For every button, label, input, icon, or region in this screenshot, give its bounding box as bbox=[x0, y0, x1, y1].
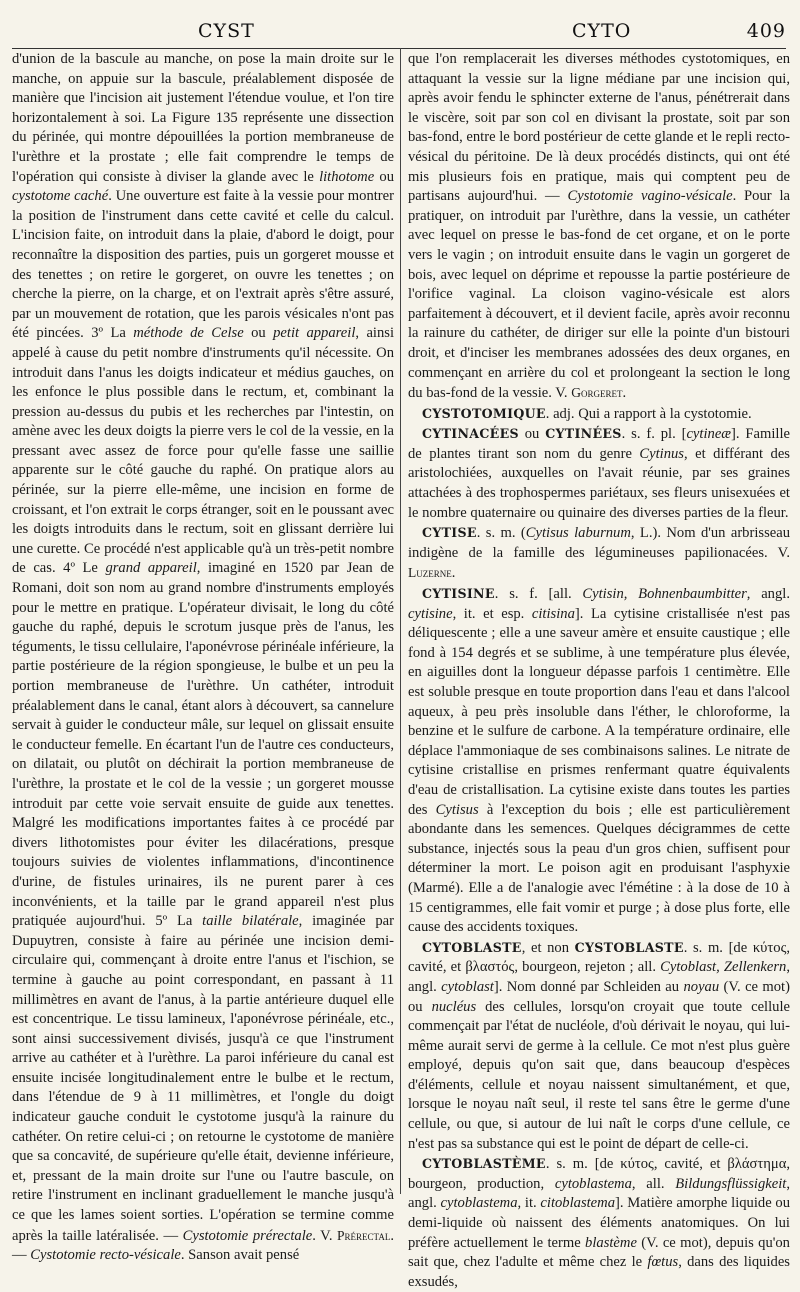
italic-term: Cystotomie recto-vésicale bbox=[30, 1247, 181, 1264]
italic-term: nucléus bbox=[431, 998, 477, 1015]
text-columns bbox=[12, 50, 791, 1290]
text-run: d'union de la bascule au manche, on pose la main droite sur le manche, on appuie sur la bascule, préalablement disposée de manière que l'incision ait justement l'étendue voulue, et l'on tire horizontalement à soi. La Figure 135 représente une dissection du périnée, qui montre dépouillées la portion membraneuse de l'urèthre et la prostate ; elle fait comprendre le temps de l'opération qui consiste à diviser la glande avec le bbox=[12, 51, 394, 185]
italic-term: cytineæ bbox=[686, 426, 732, 443]
headword: CYTINACÉES bbox=[422, 426, 519, 442]
text-run: , imaginée par Dupuytren, consiste à faire au périnée une incision demi-circulaire qui, commençant à droite entre l'anus et l'ischion, se termine à gauche au point correspondant, en passant à 11 millimètres en avant de l'anus, à la partie antérieure duquel elle est concentrique. Le tissu lamineux, l'aponévrose périnéale, etc., sont ainsi successivement divisés, jusqu'à ce que l'instrument arrive au cathéter et à l'urèthre. La paroi inférieure du canal est ensuite incisée longitudinalement entre le bulbe et le rectum, dans l'étendue de 9 à 11 millimètres, et l'ongle du doigt indicateur gauche conduit le cystotome jusqu'à la rainure du cathéter. On retire celui-ci ; on retourne le cystotome de manière que sa concavité, de supérieure qu'elle était, devienne inférieure, et, pressant de la main droite sur l'une ou l'autre bascule, on retire l'instrument en inclinant graduellement le manche jusqu'à ce que les lames soient sorties. L'opération se termine comme après la taille latéralisée. — bbox=[12, 913, 395, 1244]
italic-term: Cytisus laburnum bbox=[525, 525, 631, 542]
text-run: ou bbox=[243, 325, 274, 342]
text-run: à l'exception du bois ; elle est particulièrement abondante dans les semences. Quelques décigrammes de cette substance, injectés sous la peau d'un gros chien, suffisent pour déterminer la mort. Le poison agit en produisant l'asphyxie (Marmé). Elle a de l'analogie avec l'émétine : à la dose de 10 à 15 centigrammes, elle fait vomir et purge ; à dose plus forte, elle cause des accidents toxiques. bbox=[408, 801, 790, 936]
text-run: . bbox=[451, 565, 456, 582]
entry-cystotomique bbox=[408, 404, 790, 425]
headword: CYSTOBLASTE bbox=[574, 939, 684, 955]
text-run: , et différant des aristolochiées, auxquelles on l'avait réunie, par ses graines attachées à des trophospermes pariétaux, ses fleurs unisexuées et le nombre quaternaire ou quinaire des diverses parties de la fleur. bbox=[408, 445, 790, 521]
text-run: ]. La cytisine cristallisée n'est pas déliquescente ; elle a une saveur amère et ensuite caustique ; elle fond à 154 degrés et se sublime, à une température plus élevée, en aiguilles dont la longueur dépasse parfois 1 centimètre. Elle est soluble presque en toute proportion dans l'eau et dans l'alcool aqueux, à peu près insoluble dans l'éther, le chloroforme, la benzine et le sulfure de carbone. A la température ordinaire, elle déplace l'ammoniaque de ses combinaisons salines. Le nitrate de cytisine cristallise en prismes renfermant quatre équivalents d'eau de cristallisation. La cytisine existe dans toutes les parties des bbox=[408, 605, 790, 818]
text-run: , it. et esp. bbox=[452, 605, 532, 622]
text-run: , angl. bbox=[408, 959, 790, 995]
italic-term: taille bilatérale bbox=[202, 913, 299, 930]
entry-cytoblaste bbox=[408, 938, 790, 1155]
text-run: . Pour la pratiquer, on introduit par l'urèthre, dans la vessie, un cathéter avec lequel on presse le bas-fond de cet organe, et on le porte vers le vagin ; on introduit ensuite dans le vagin un gorgeret de bois, avec lequel on déprime et repousse la partie postérieure de l'orifice vaginal. La cloison vagino-vésicale est alors parfaitement à découvert, et il devient facile, après avoir reconnu la rainure du cathéter, de diriger sur elle la pointe d'un bistouri droit, et d'inciser les membranes adossées des deux organes, en commençant en arrière du col et prolongeant la section le long du bas-fond de la vessie. V. bbox=[408, 188, 790, 402]
italic-term: citoblastema bbox=[540, 1195, 615, 1212]
header-right-guideword: CYTO bbox=[572, 20, 632, 42]
italic-term: Cystotomie vagino-vésicale bbox=[567, 188, 733, 205]
italic-term: Cystotomie prérectale bbox=[182, 1227, 313, 1244]
text-run: ]. Famille de plantes tirant son nom du genre bbox=[408, 426, 790, 462]
text-run: Gorgeret bbox=[571, 385, 623, 401]
text-run: . Sanson avait pensé bbox=[180, 1247, 300, 1264]
italic-term: lithotome bbox=[319, 168, 375, 185]
italic-term: Cytinus bbox=[639, 445, 684, 462]
text-run: . adj. Qui a rapport à la cystotomie. bbox=[545, 405, 752, 422]
italic-term: Cytisus bbox=[435, 801, 479, 818]
entry-cytoblasteme bbox=[408, 1154, 790, 1292]
right-column bbox=[408, 50, 791, 1290]
page-number: 409 bbox=[746, 20, 786, 42]
italic-term: méthode de Celse bbox=[133, 325, 244, 342]
entry-paragraph bbox=[408, 50, 790, 404]
entry-cytise bbox=[408, 523, 790, 584]
italic-term: noyau bbox=[683, 978, 720, 995]
text-run: , imaginé en 1520 par Jean de Romani, doit son nom au grand nombre d'instruments employés pour le mettre en pratique. L'opérateur divisait, le long du côté gauche du raphé, depuis le scrotum jusque près de l'anus, les téguments, le tissu cellulaire, l'aponévrose périnéale inférieure, la partie postérieure de la région spongieuse, le bulbe et un peu la portion membraneuse de l'urèthre. Un cathéter, introduit préalablement dans le canal, étant alors à découvert, sa cannelure servait à guider le conducteur mâle, sur lequel on glissait ensuite le conducteur femelle. En écartant l'un de l'autre ces conducteurs, on dilatait, ou plutôt on déchirait la portion membraneuse de l'urèthre, la prostate et le col de la vessie ; un gorgeret mousse introduit par cette voie servait ensuite de guide aux tenettes. Malgré les modifications importantes faites à ce procédé par divers lithotomistes pour éviter les dilacérations, presque toujours suivies de violentes inflammations, d'incontinence d'urine, de fistules urinaires, ils ne purent parer à ces inconvénients, et la taille par le grand appareil n'est plus pratiquée aujourd'hui. 5º La bbox=[12, 560, 394, 930]
italic-term: fœtus bbox=[647, 1254, 679, 1271]
italic-term: grand appareil bbox=[105, 560, 197, 577]
italic-term: Cytoblast, Zellenkern bbox=[660, 959, 787, 976]
entry-paragraph bbox=[12, 50, 394, 1266]
header-left-guideword: CYST bbox=[198, 20, 255, 42]
text-run: , all. bbox=[631, 1175, 676, 1192]
italic-term: cystotome caché bbox=[12, 188, 109, 205]
text-run: (V. ce mot), depuis qu'on sait que, chez l'adulte et même chez le bbox=[408, 1234, 790, 1271]
text-run: ou bbox=[518, 426, 546, 443]
italic-term: Cytisin, Bohnenbaumbitter bbox=[582, 586, 747, 603]
entry-cytisine bbox=[408, 584, 790, 938]
headword: CYTOBLASTÈME bbox=[422, 1156, 546, 1172]
italic-term: cytoblastema bbox=[554, 1175, 632, 1192]
left-column bbox=[12, 50, 395, 1264]
headword: CYTISE bbox=[422, 525, 477, 541]
text-run: . s. f. pl. [ bbox=[621, 426, 687, 443]
text-run: ]. Matière amorphe liquide ou demi-liquide où naissent des éléments anatomiques. On lui préfère actuellement le terme bbox=[408, 1195, 790, 1251]
italic-term: petit appareil bbox=[273, 325, 356, 342]
text-run: , et non bbox=[521, 939, 575, 956]
headword: CYTOBLASTE bbox=[422, 939, 522, 955]
text-run: , dans des liquides exsudés, bbox=[408, 1254, 790, 1290]
text-run: Prérectal bbox=[337, 1227, 391, 1243]
italic-term: blastème bbox=[585, 1234, 637, 1251]
text-run: . Une ouverture est faite à la vessie pour montrer la position de l'instrument dans cette cavité et celle du calcul. L'incision faite, on introduit dans la plaie, d'abord le doigt, pour reconnaître la disposition des parties, puis un gorgeret mousse et des tenettes ; on retire le gorgeret, on ouvre les tenettes ; on cherche la pierre, on la charge, et on l'extrait après s'être assuré, par un mouvement de rotation, que les parois vésicales n'ont pas été pincées. 3º La bbox=[12, 188, 394, 342]
text-run: , L.). Nom d'un arbrisseau indigène de la famille des légumineuses papilionacées. V. bbox=[408, 525, 791, 561]
text-run: , it. bbox=[517, 1195, 541, 1212]
text-run: . s. m. [de κύτος, cavité, et βλαστός, bourgeon, rejeton ; all. bbox=[408, 939, 790, 976]
italic-term: cytisine bbox=[408, 605, 453, 622]
text-run: , angl. bbox=[408, 1175, 790, 1212]
text-run: . — bbox=[12, 1227, 394, 1264]
entry-cytinacees bbox=[408, 424, 790, 523]
text-run: . s. m. [de κύτος, cavité, et βλάστημα, bourgeon, production, bbox=[408, 1156, 790, 1192]
italic-term: cytoblastema bbox=[440, 1195, 518, 1212]
italic-term: citisina bbox=[531, 605, 575, 622]
text-run: . s. f. [all. bbox=[494, 586, 583, 603]
text-run: . V. bbox=[312, 1227, 338, 1244]
headword: CYSTOTOMIQUE bbox=[422, 405, 546, 421]
text-run: (V. ce mot) ou bbox=[408, 978, 790, 1015]
text-run: Luzerne bbox=[408, 565, 452, 581]
italic-term: cytoblast bbox=[441, 978, 494, 995]
italic-term: Bildungsflüssigkeit bbox=[675, 1175, 787, 1192]
text-run: ]. Nom donné par Schleiden au bbox=[493, 978, 684, 995]
headword: CYTISINE bbox=[422, 586, 495, 602]
text-run: , ainsi appelé à cause du petit nombre d'instruments qu'il nécessite. On introduit dans l'anus les doigts indicateur et médius gauches, on les enfonce le plus possible dans le rectum, et, combinant la pression au-dessus du pubis et les recherches par l'intestin, on amène avec les deux doigts la pierre vers le col de la vessie, en la pressant avec assez de force pour qu'elle fasse une saillie apparente sur le côté gauche du raphé. On pratique alors au périnée, sur la pierre elle-même, une incision en forme de croissant, et l'on extrait le corps étranger, soit en le poussant avec les doigts introduits dans le rectum, soit en glissant derrière lui une curette. Ce procédé n'est applicable qu'à un très-petit nombre de cas. 4º Le bbox=[12, 325, 395, 577]
text-run: . s. m. ( bbox=[476, 525, 526, 542]
text-run: des cellules, lorsqu'on croyait que toute cellule commençait par l'état de nucléole, d'où dérivait le noyau, qui lui-même aurait servi de germe à la cellule. Ce mot n'est plus guère employé, depuis qu'on sait que, dans beaucoup d'espèces d'éléments, cellule et noyau naissent simultanément, et que, lorsque le noyau naît seul, il reste tel sans être le germe d'une cellule, ou que, si autour de lui naît le corps d'une cellule, ce n'est pas sa substance qui est le point de départ de celle-ci. bbox=[408, 998, 790, 1152]
text-run: , angl. bbox=[746, 586, 790, 603]
headword: CYTINÉES bbox=[545, 426, 622, 442]
text-run: que l'on remplacerait les diverses méthodes cystotomiques, en attaquant la vessie sur la ligne médiane par une incision qui, après avoir fendu le sphincter externe de l'anus, pénétrerait dans le viscère, soit par son col en divisant la prostate, soit par son bas-fond, entre le bord postérieur de cette glande et le repli recto-vésical du péritoine. De là deux procédés distincts, qui ont été mis plusieurs fois en pratique, mais qui comptent peu de partisans aujourd'hui. — bbox=[408, 51, 790, 205]
text-run: ou bbox=[374, 168, 395, 185]
running-header bbox=[12, 14, 786, 49]
text-run: . bbox=[622, 385, 627, 402]
